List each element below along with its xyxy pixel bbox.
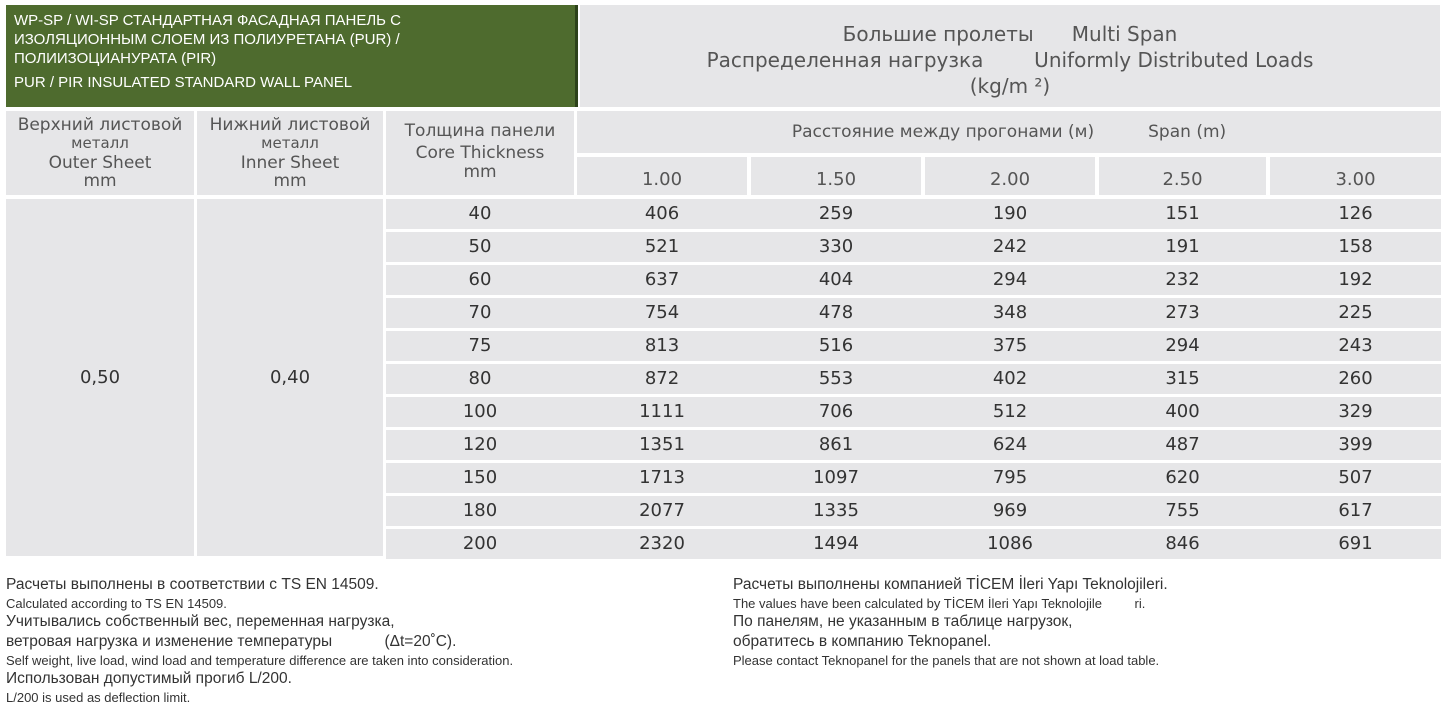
span-col-header: 3.00 xyxy=(1270,157,1441,195)
load-value-cell: 846 xyxy=(1165,533,1200,554)
load-value-cell: 294 xyxy=(1165,335,1200,356)
span-col-header: 1.00 xyxy=(577,157,747,195)
table-row xyxy=(386,430,1441,460)
table-row xyxy=(386,397,1441,427)
note-loads-ru-1: Учитывались собственный вес, переменная нагрузка, xyxy=(6,613,395,630)
span-header: Расстояние между прогонами (м) Span (m) xyxy=(577,111,1441,153)
load-value-cell: 1111 xyxy=(639,401,685,422)
load-value-cell: 1086 xyxy=(987,533,1033,554)
load-value-cell: 691 xyxy=(1338,533,1373,554)
load-value-cell: 402 xyxy=(992,368,1028,389)
inner-sheet-cell: 0,40 xyxy=(197,199,383,556)
table-row xyxy=(386,529,1441,559)
thickness-cell: 120 xyxy=(462,434,498,455)
load-value-cell: 969 xyxy=(992,500,1028,521)
load-value-cell: 512 xyxy=(992,401,1028,422)
span-col-header: 1.50 xyxy=(751,157,921,195)
inner-sheet-ru-1: Нижний листовой xyxy=(209,115,371,135)
load-value-cell: 1351 xyxy=(639,434,685,455)
load-value-cell: 637 xyxy=(644,269,680,290)
table-row xyxy=(386,364,1441,394)
load-value-cell: 872 xyxy=(644,368,680,389)
outer-sheet-header xyxy=(6,111,194,195)
note-delta-t: (Δt=20˚C). xyxy=(384,633,457,650)
load-value-cell: 516 xyxy=(818,335,854,356)
load-value-cell: 1713 xyxy=(639,467,685,488)
load-value-cell: 158 xyxy=(1338,236,1373,257)
load-value-cell: 487 xyxy=(1165,434,1200,455)
load-value-cell: 617 xyxy=(1338,500,1373,521)
load-value-cell: 348 xyxy=(992,302,1028,323)
load-value-cell: 521 xyxy=(644,236,680,257)
note-ts-en: Calculated according to TS EN 14509. xyxy=(6,596,227,611)
note-contact-en: Please contact Teknopanel for the panels that are not shown at load table. xyxy=(733,653,1160,668)
load-value-cell: 242 xyxy=(992,236,1028,257)
thickness-cell: 60 xyxy=(468,269,492,290)
thickness-cell: 75 xyxy=(468,335,492,356)
load-title-block xyxy=(580,5,1440,107)
load-value-cell: 624 xyxy=(992,434,1028,455)
table-row xyxy=(386,496,1441,526)
thickness-cell: 40 xyxy=(468,203,492,224)
inner-sheet-ru-2: металл xyxy=(261,134,319,152)
load-value-cell: 260 xyxy=(1338,368,1373,389)
thickness-cell: 180 xyxy=(462,500,498,521)
table-row xyxy=(386,298,1441,328)
core-thickness-ru: Толщина панели xyxy=(404,121,556,141)
load-value-cell: 478 xyxy=(818,302,854,323)
load-value-cell: 861 xyxy=(818,434,854,455)
load-value-cell: 225 xyxy=(1338,302,1373,323)
load-value-cell: 813 xyxy=(644,335,680,356)
load-value-cell: 273 xyxy=(1165,302,1200,323)
load-value-cell: 2320 xyxy=(639,533,685,554)
notes-right xyxy=(733,575,1433,669)
panel-title-block xyxy=(6,5,578,107)
load-value-cell: 190 xyxy=(992,203,1028,224)
note-ts-ru: Расчеты выполнены в соответствии с TS EN 14509. xyxy=(6,576,379,593)
load-value-cell: 232 xyxy=(1165,269,1200,290)
unit-label: (kg/m ²) xyxy=(969,74,1051,98)
load-value-cell: 375 xyxy=(992,335,1028,356)
load-value-cell: 400 xyxy=(1165,401,1200,422)
note-deflection-en: L/200 is used as deflection limit. xyxy=(6,690,191,705)
table-row xyxy=(386,463,1441,493)
panel-title-ru-1: WP-SP / WI-SP СТАНДАРТНАЯ ФАСАДНАЯ ПАНЕЛЬ С xyxy=(14,12,402,29)
load-value-cell: 754 xyxy=(644,302,680,323)
core-thickness-header xyxy=(386,111,574,195)
note-loads-en: Self weight, live load, wind load and temperature difference are taken into consideration. xyxy=(6,653,514,668)
load-value-cell: 329 xyxy=(1338,401,1373,422)
table-row xyxy=(386,331,1441,361)
load-value-cell: 406 xyxy=(644,203,680,224)
load-value-cell: 755 xyxy=(1165,500,1200,521)
load-value-cell: 399 xyxy=(1338,434,1373,455)
load-value-cell: 1097 xyxy=(813,467,859,488)
note-loads-ru-2-line xyxy=(6,632,696,652)
notes-left xyxy=(6,575,696,706)
outer-sheet-ru-1: Верхний листовой xyxy=(17,115,183,135)
load-value-cell: 243 xyxy=(1338,335,1373,356)
load-value-cell: 620 xyxy=(1165,467,1200,488)
inner-sheet-unit: mm xyxy=(273,171,307,191)
panel-title-en: PUR / PIR INSULATED STANDARD WALL PANEL xyxy=(14,74,353,91)
note-calc-en: The values have been calculated by TİCEM İleri Yapı Teknolojile ri. xyxy=(733,596,1146,611)
load-value-cell: 2077 xyxy=(639,500,685,521)
load-value-cell: 192 xyxy=(1338,269,1373,290)
load-value-cell: 191 xyxy=(1165,236,1200,257)
load-value-cell: 315 xyxy=(1165,368,1200,389)
load-value-cell: 1494 xyxy=(813,533,859,554)
thickness-cell: 70 xyxy=(468,302,492,323)
table-row xyxy=(386,265,1441,295)
note-calc-ru: Расчеты выполнены компанией TİCEM İleri Yapı Teknolojileri. xyxy=(733,576,1168,593)
outer-sheet-en: Outer Sheet xyxy=(48,153,152,173)
core-thickness-en: Core Thickness xyxy=(415,143,545,163)
load-type-label: Распределенная нагрузка Uniformly Distributed Loads xyxy=(706,48,1314,72)
note-loads-ru-2: ветровая нагрузка и изменение температуры xyxy=(6,633,333,650)
table-row xyxy=(386,232,1441,262)
note-contact-ru-1: По панелям, не указанным в таблице нагрузок, xyxy=(733,613,1073,630)
panel-title-ru-2: ИЗОЛЯЦИОННЫМ СЛОЕМ ИЗ ПОЛИУРЕТАНА (PUR) / xyxy=(14,31,400,48)
outer-sheet-ru-2: металл xyxy=(71,134,129,152)
load-value-cell: 1335 xyxy=(813,500,859,521)
span-type-label: Большие пролеты Multi Span xyxy=(842,22,1178,46)
outer-sheet-unit: mm xyxy=(83,171,117,191)
load-value-cell: 259 xyxy=(818,203,854,224)
inner-sheet-header xyxy=(197,111,383,195)
inner-sheet-en: Inner Sheet xyxy=(240,153,340,173)
outer-sheet-cell: 0,50 xyxy=(6,199,194,556)
load-value-cell: 404 xyxy=(818,269,854,290)
load-value-cell: 294 xyxy=(992,269,1028,290)
span-col-header: 2.50 xyxy=(1099,157,1266,195)
span-col-header: 2.00 xyxy=(925,157,1095,195)
note-contact-ru-2: обратитесь в компанию Teknopanel. xyxy=(733,633,992,650)
load-value-cell: 507 xyxy=(1338,467,1373,488)
thickness-cell: 200 xyxy=(462,533,498,554)
load-value-cell: 553 xyxy=(818,368,854,389)
core-thickness-unit: mm xyxy=(463,162,497,182)
load-value-cell: 151 xyxy=(1165,203,1200,224)
thickness-cell: 80 xyxy=(468,368,492,389)
table-row xyxy=(386,199,1441,229)
thickness-cell: 50 xyxy=(468,236,492,257)
load-value-cell: 330 xyxy=(818,236,854,257)
load-value-cell: 706 xyxy=(818,401,854,422)
note-deflection-ru: Использован допустимый прогиб L/200. xyxy=(6,670,292,687)
load-value-cell: 126 xyxy=(1338,203,1373,224)
load-value-cell: 795 xyxy=(992,467,1028,488)
thickness-cell: 100 xyxy=(462,401,498,422)
panel-title-ru-3: ПОЛИИЗОЦИАНУРАТА (PIR) xyxy=(14,50,217,67)
thickness-cell: 150 xyxy=(462,467,498,488)
